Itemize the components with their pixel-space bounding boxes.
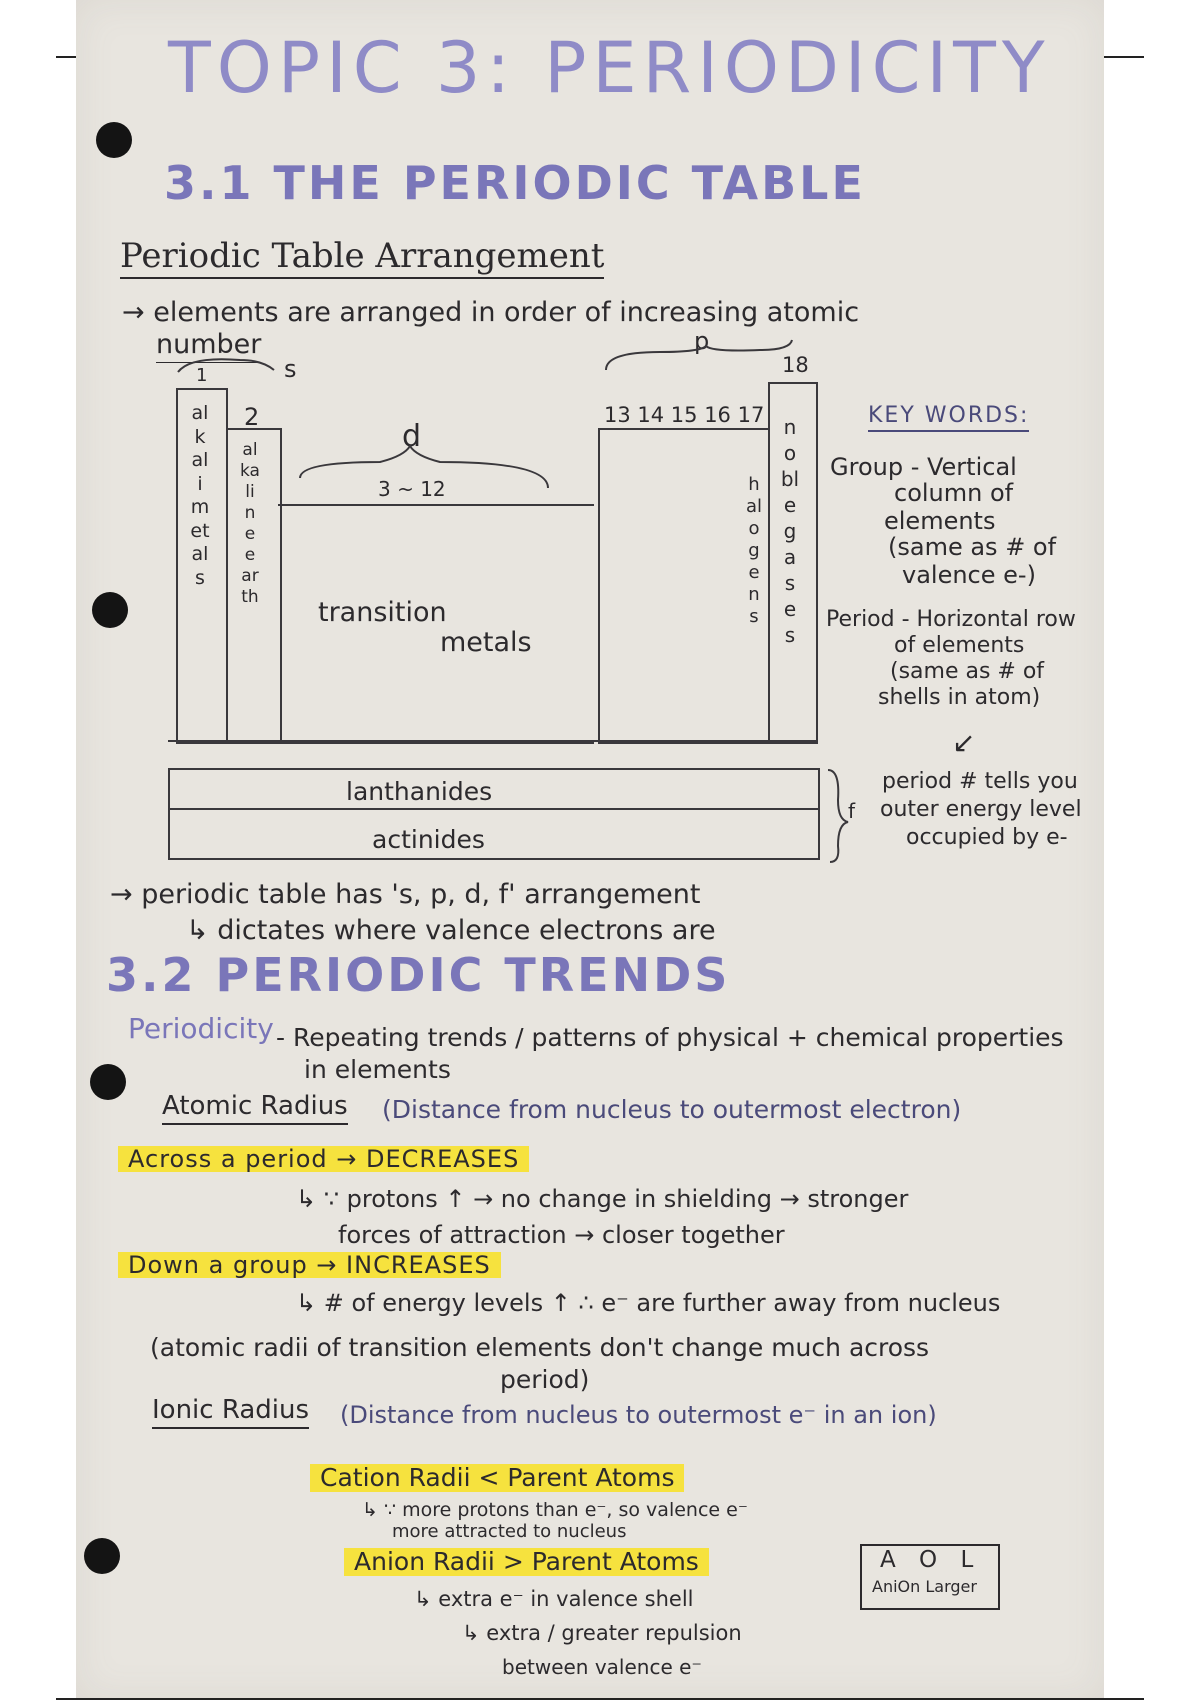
- atomic-radius-definition: (Distance from nucleus to outermost electron): [382, 1095, 962, 1124]
- anion-explanation2: ↳ extra / greater repulsion: [462, 1621, 742, 1645]
- key-words-title: KEY WORDS:: [868, 404, 1029, 432]
- ionic-radius-definition: (Distance from nucleus to outermost e⁻ in an ion): [340, 1401, 937, 1429]
- transition-radii-note1: (atomic radii of transition elements don't change much across: [150, 1333, 930, 1362]
- anion-highlight: Anion Radii > Parent Atoms: [344, 1548, 709, 1576]
- periodicity-definition-line2: in elements: [304, 1055, 451, 1084]
- cation-explanation1: ↳ ∵ more protons than e⁻, so valence e⁻: [362, 1499, 748, 1521]
- periodicity-term: Periodicity: [128, 1012, 274, 1045]
- row-label-actinides: actinides: [372, 825, 485, 854]
- period-tells-line2: outer energy level: [880, 797, 1082, 822]
- punch-hole: [90, 1064, 126, 1100]
- transition-radii-note2: period): [500, 1365, 590, 1394]
- margin-line-right: [1104, 56, 1144, 58]
- d-block-range: 3 ~ 12: [378, 477, 446, 501]
- keyword-period-line4: shells in atom): [878, 685, 1041, 710]
- punch-hole: [96, 122, 132, 158]
- column-label-alkaline-earth: alkaline earth: [240, 440, 260, 607]
- column-label-halogens: halogens: [745, 474, 763, 627]
- period-tells-line1: period # tells you: [882, 769, 1078, 794]
- note-spdf-line1: → periodic table has 's, p, d, f' arrangement: [110, 879, 701, 910]
- row-label-lanthanides: lanthanides: [346, 777, 493, 806]
- punch-hole: [92, 592, 128, 628]
- group-number-1: 1: [196, 365, 208, 386]
- margin-line-left: [56, 56, 76, 58]
- anion-explanation3: between valence e⁻: [502, 1655, 702, 1679]
- column-label-noble-gases: noble gases: [780, 415, 800, 647]
- cation-explanation2: more attracted to nucleus: [392, 1521, 627, 1542]
- cation-highlight: Cation Radii < Parent Atoms: [310, 1464, 684, 1492]
- transition-label-1: transition: [318, 597, 447, 628]
- section-heading-periodic-table: 3.1 THE PERIODIC TABLE: [164, 156, 866, 210]
- keyword-group-line1: Group - Vertical: [830, 453, 1017, 481]
- mnemonic-letters: A O L: [880, 1547, 982, 1573]
- mnemonic-box: [860, 1544, 1000, 1610]
- down-group-highlight: Down a group → INCREASES: [118, 1252, 501, 1278]
- anion-explanation1: ↳ extra e⁻ in valence shell: [414, 1587, 694, 1611]
- keyword-period-line3: (same as # of: [890, 659, 1045, 684]
- note-arrangement-line1: → elements are arranged in order of increasing atomic: [122, 297, 860, 328]
- block-label-p: p: [694, 327, 710, 355]
- keyword-group-line5: valence e-): [902, 561, 1036, 589]
- mnemonic-phrase: AniOn Larger: [872, 1577, 977, 1596]
- group-number-18: 18: [782, 353, 809, 377]
- subheading-arrangement: Periodic Table Arrangement: [120, 238, 604, 279]
- f-block-rows: [168, 768, 820, 860]
- keyword-group-line2: column of: [894, 479, 1014, 507]
- ionic-radius-term: Ionic Radius: [152, 1396, 309, 1429]
- down-group-explanation: ↳ # of energy levels ↑ ∴ e⁻ are further away from nucleus: [296, 1289, 1001, 1317]
- group-number-2: 2: [244, 403, 260, 431]
- keyword-group-line4: (same as # of: [888, 533, 1057, 561]
- period-tells-line3: occupied by e-: [906, 825, 1068, 850]
- block-label-d: d: [402, 419, 422, 454]
- down-arrow-icon: ↙: [952, 726, 976, 759]
- periodicity-definition-line1: - Repeating trends / patterns of physical + chemical properties: [276, 1023, 1064, 1052]
- across-period-highlight: Across a period → DECREASES: [118, 1146, 529, 1172]
- block-label-s: s: [284, 355, 297, 383]
- across-period-explanation2: forces of attraction → closer together: [338, 1221, 785, 1249]
- f-block-divider: [168, 808, 818, 810]
- note-spdf-line2: ↳ dictates where valence electrons are: [186, 915, 716, 946]
- keyword-period-line2: of elements: [894, 633, 1025, 658]
- group-numbers-p: 13 14 15 16 17: [604, 403, 765, 427]
- note-arrangement-line2: number: [156, 330, 261, 363]
- table-base-line: [168, 740, 816, 742]
- punch-hole: [84, 1538, 120, 1574]
- keyword-period-line1: Period - Horizontal row: [826, 607, 1076, 632]
- block-label-f: f: [848, 799, 856, 823]
- transition-label-2: metals: [440, 627, 532, 658]
- page-title: TOPIC 3: PERIODICITY: [168, 27, 1051, 109]
- section-heading-trends: 3.2 PERIODIC TRENDS: [106, 948, 731, 1002]
- keyword-group-line3: elements: [884, 507, 996, 535]
- atomic-radius-term: Atomic Radius: [162, 1092, 348, 1125]
- across-period-explanation1: ↳ ∵ protons ↑ → no change in shielding → stronger: [296, 1185, 909, 1213]
- column-label-alkali-metals: alkali metals: [190, 402, 210, 589]
